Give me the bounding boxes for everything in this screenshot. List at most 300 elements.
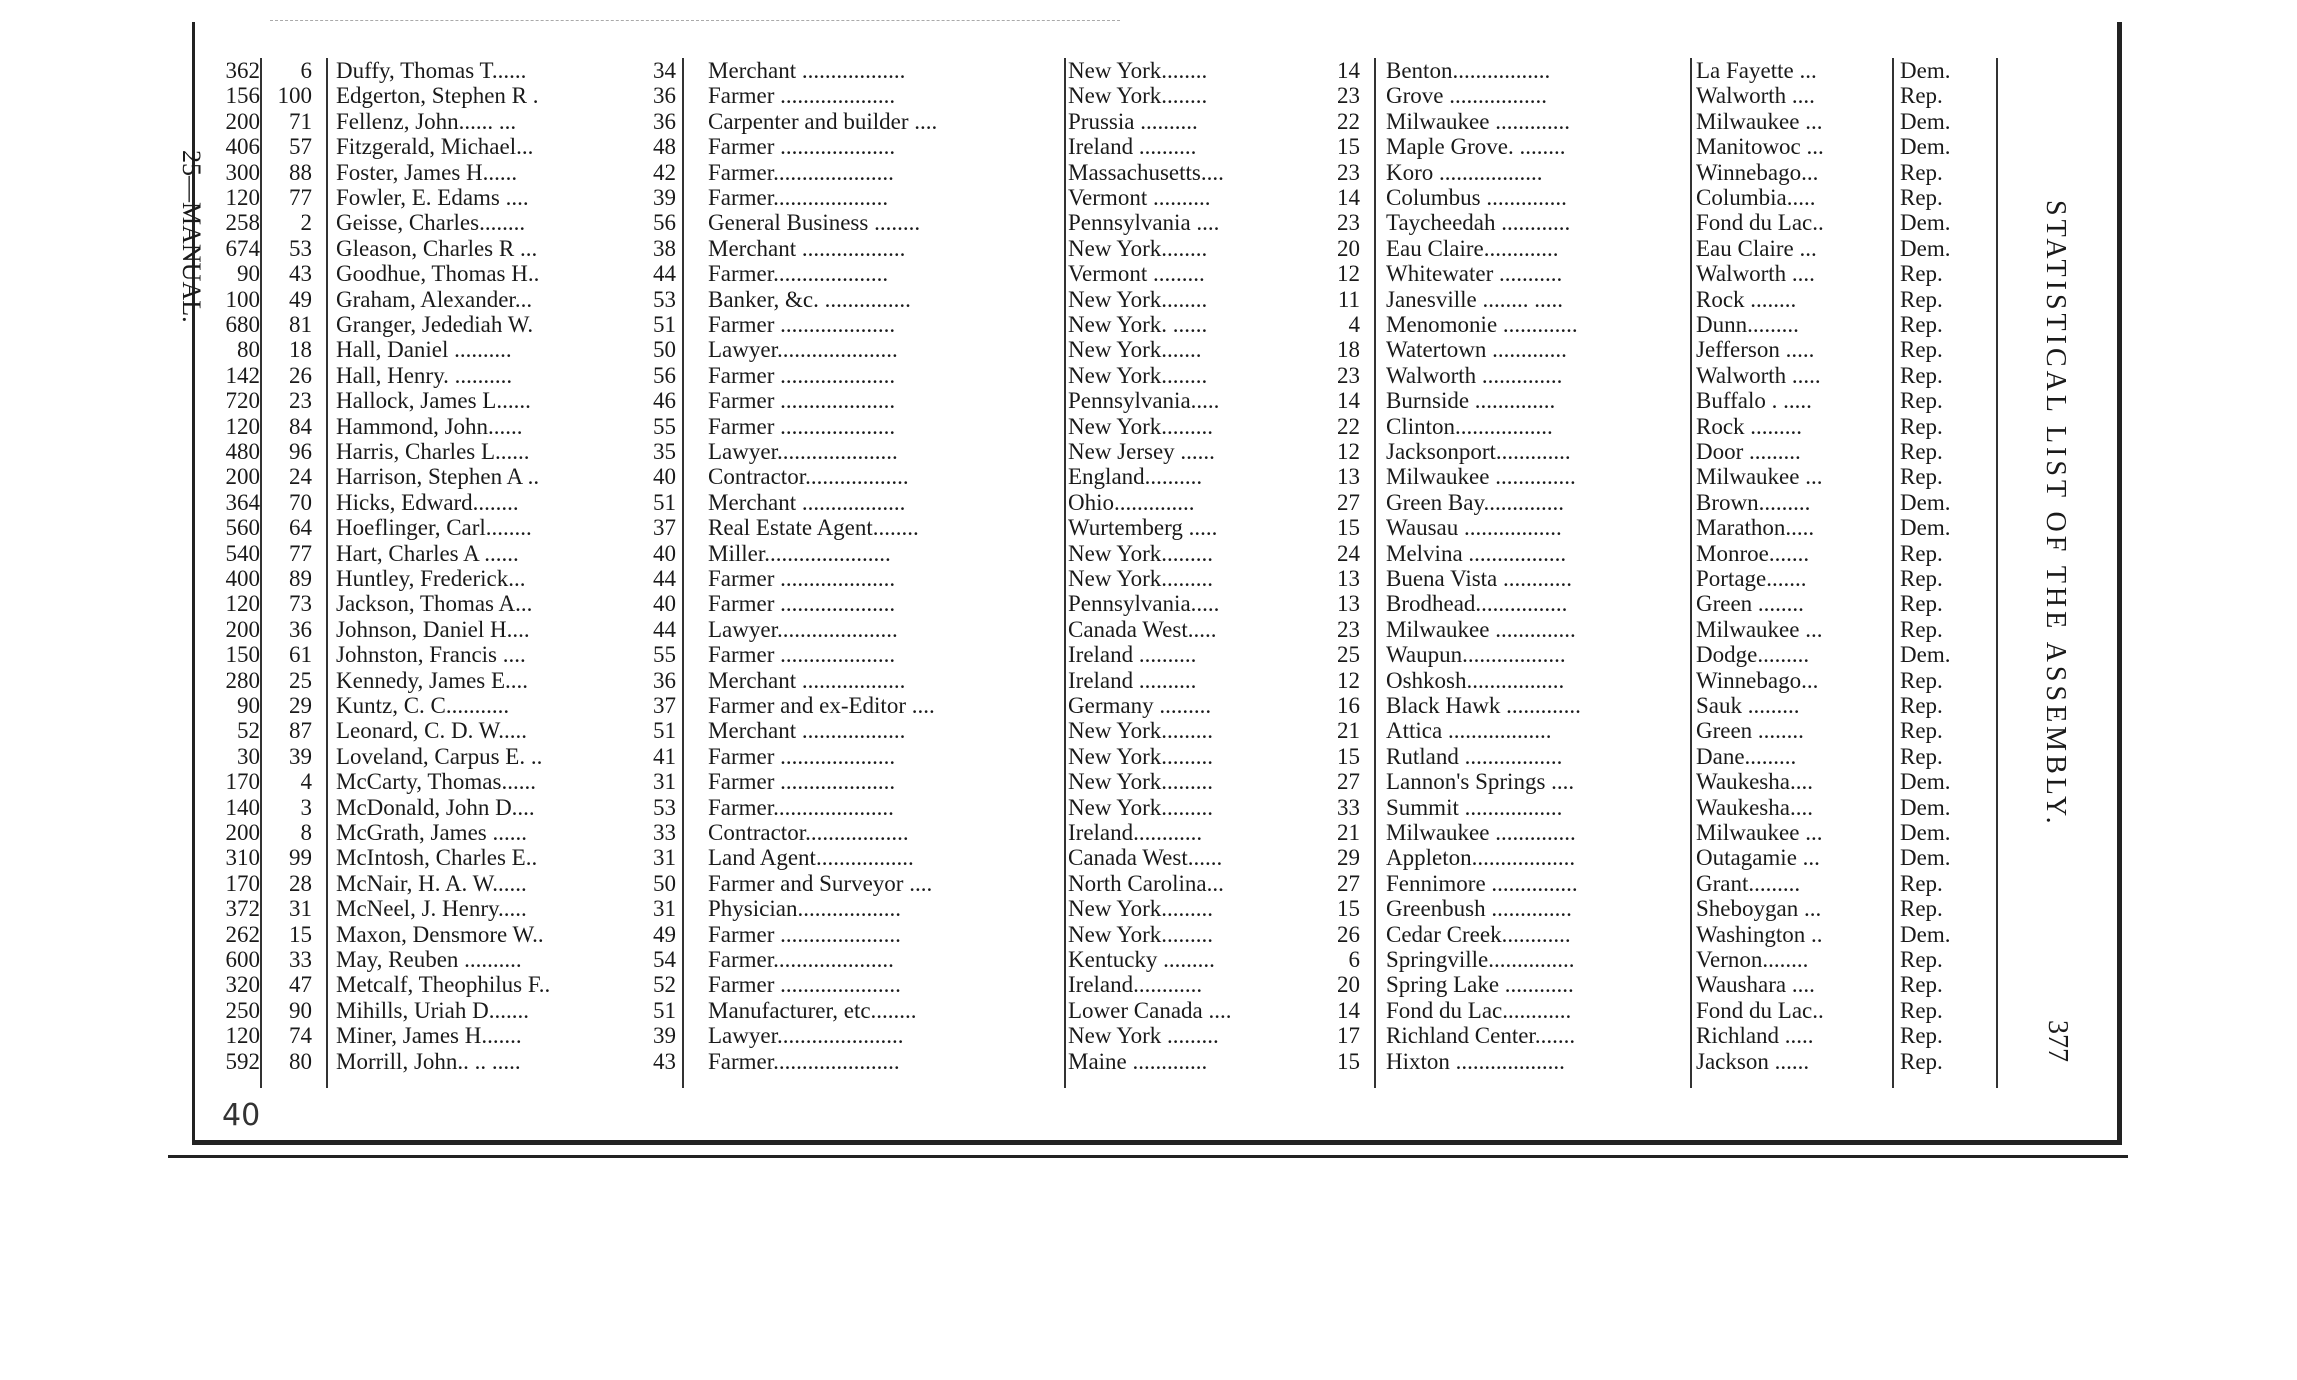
cell-occupation: Real Estate Agent........ — [708, 515, 919, 541]
cell-birthplace: New York........ — [1068, 362, 1208, 388]
cell-name: Johnston, Francis .... — [336, 642, 526, 668]
cell-name: Jackson, Thomas A... — [336, 591, 533, 617]
cell-county: Walworth ..... — [1696, 362, 1821, 388]
cell-years: 13 — [1337, 566, 1360, 591]
cell-age: 48 — [653, 134, 676, 160]
table-row — [0, 922, 2297, 947]
cell-district: 80 — [289, 1048, 312, 1074]
cell-post-office: Walworth .............. — [1386, 362, 1563, 388]
cell-county: Fond du Lac.. — [1696, 997, 1824, 1023]
cell-politics: Rep. — [1900, 83, 1943, 109]
cell-post-office: Columbus .............. — [1386, 185, 1567, 210]
cell-politics: Rep. — [1900, 540, 1943, 566]
cell-occupation: Merchant .................. — [708, 58, 906, 83]
cell-post-office: Burnside .............. — [1386, 388, 1556, 414]
cell-politics: Rep. — [1900, 261, 1943, 287]
cell-age: 44 — [653, 616, 676, 642]
cell-birthplace: New York. ...... — [1068, 312, 1208, 337]
assembly-table — [0, 58, 2297, 1088]
cell-years: 27 — [1337, 769, 1360, 795]
cell-age: 50 — [653, 870, 676, 896]
cell-age: 38 — [653, 235, 676, 261]
cell-name: Johnson, Daniel H.... — [336, 616, 530, 642]
cell-age: 51 — [653, 718, 676, 744]
cell-politics: Rep. — [1900, 286, 1943, 312]
cell-name: Kuntz, C. C........... — [336, 693, 510, 718]
cell-politics: Rep. — [1900, 312, 1943, 337]
cell-politics: Dem. — [1900, 820, 1951, 845]
cell-age: 40 — [653, 464, 676, 490]
cell-birthplace: Vermont .......... — [1068, 185, 1211, 210]
cell-post-office: Fond du Lac............ — [1386, 997, 1572, 1023]
cell-district: 57 — [289, 134, 312, 160]
cell-birthplace: Maine ............. — [1068, 1048, 1208, 1074]
cell-county: Brown......... — [1696, 489, 1811, 515]
cell-name: Goodhue, Thomas H.. — [336, 261, 540, 287]
page-number: 377 — [2042, 1020, 2073, 1062]
cell-district: 43 — [289, 261, 312, 287]
cell-name: Hicks, Edward........ — [336, 489, 519, 515]
cell-district: 77 — [289, 540, 312, 566]
cell-name: Loveland, Carpus E. .. — [336, 743, 543, 769]
cell-county: Vernon........ — [1696, 947, 1809, 972]
cell-county: Rock ......... — [1696, 413, 1803, 439]
cell-birthplace: England.......... — [1068, 464, 1203, 490]
cell-birthplace: New York........ — [1068, 235, 1208, 261]
cell-post-office: Fennimore ............... — [1386, 870, 1578, 896]
cell-birthplace: Ireland............ — [1068, 972, 1203, 998]
cell-number: 120 — [225, 1023, 260, 1049]
cell-politics: Dem. — [1900, 642, 1951, 668]
cell-politics: Rep. — [1900, 718, 1943, 744]
cell-number: 720 — [225, 388, 260, 414]
cell-name: Granger, Jedediah W. — [336, 312, 534, 337]
cell-county: Grant......... — [1696, 870, 1801, 896]
cell-politics: Dem. — [1900, 845, 1951, 871]
cell-years: 18 — [1337, 337, 1360, 363]
cell-county: Door ......... — [1696, 439, 1801, 464]
cell-name: Mihills, Uriah D....... — [336, 997, 529, 1023]
cell-age: 44 — [653, 261, 676, 287]
table-row — [0, 388, 2297, 413]
cell-age: 31 — [653, 845, 676, 871]
cell-years: 13 — [1337, 591, 1360, 617]
cell-post-office: Oshkosh................. — [1386, 667, 1565, 693]
cell-occupation: Farmer .................... — [708, 642, 896, 668]
cell-district: 25 — [289, 667, 312, 693]
cell-district: 100 — [277, 83, 312, 109]
cell-years: 22 — [1337, 108, 1360, 134]
cell-occupation: Carpenter and builder .... — [708, 108, 938, 134]
cell-politics: Rep. — [1900, 997, 1943, 1023]
cell-district: 74 — [289, 1023, 312, 1049]
cell-number: 52 — [237, 718, 260, 744]
cell-county: Winnebago... — [1696, 667, 1819, 693]
cell-occupation: Manufacturer, etc........ — [708, 997, 917, 1023]
cell-district: 31 — [289, 896, 312, 922]
cell-number: 120 — [225, 413, 260, 439]
table-row — [0, 795, 2297, 820]
cell-years: 23 — [1337, 83, 1360, 109]
cell-age: 51 — [653, 312, 676, 337]
cell-district: 96 — [289, 439, 312, 464]
cell-age: 51 — [653, 997, 676, 1023]
cell-years: 23 — [1337, 159, 1360, 185]
cell-number: 156 — [225, 83, 260, 109]
table-row — [0, 515, 2297, 540]
cell-district: 53 — [289, 235, 312, 261]
table-row — [0, 109, 2297, 134]
table-row — [0, 566, 2297, 591]
cell-county: Sheboygan ... — [1696, 896, 1822, 922]
cell-years: 23 — [1337, 210, 1360, 236]
cell-post-office: Hixton ................... — [1386, 1048, 1565, 1074]
cell-years: 17 — [1337, 1023, 1360, 1049]
cell-birthplace: Ireland............ — [1068, 820, 1203, 845]
cell-politics: Rep. — [1900, 362, 1943, 388]
cell-years: 33 — [1337, 794, 1360, 820]
cell-post-office: Brodhead................ — [1386, 591, 1568, 617]
cell-years: 4 — [1348, 312, 1360, 337]
cell-name: Geisse, Charles........ — [336, 210, 526, 236]
cell-number: 362 — [225, 58, 260, 83]
cell-age: 51 — [653, 489, 676, 515]
cell-number: 140 — [225, 794, 260, 820]
cell-politics: Dem. — [1900, 794, 1951, 820]
cell-district: 15 — [289, 921, 312, 947]
cell-years: 15 — [1337, 134, 1360, 160]
cell-name: Morrill, John.. .. ..... — [336, 1048, 521, 1074]
cell-occupation: Merchant .................. — [708, 667, 906, 693]
cell-birthplace: New York......... — [1068, 540, 1214, 566]
cell-birthplace: Vermont ......... — [1068, 261, 1205, 287]
cell-county: Dane......... — [1696, 743, 1797, 769]
cell-occupation: Farmer.................... — [708, 185, 889, 210]
cell-age: 44 — [653, 566, 676, 591]
cell-district: 77 — [289, 185, 312, 210]
cell-birthplace: New York........ — [1068, 83, 1208, 109]
cell-name: Leonard, C. D. W..... — [336, 718, 528, 744]
table-row — [0, 414, 2297, 439]
cell-birthplace: New York........ — [1068, 286, 1208, 312]
cell-district: 73 — [289, 591, 312, 617]
cell-post-office: Jacksonport............. — [1386, 439, 1571, 464]
cell-years: 14 — [1337, 58, 1360, 83]
cell-years: 15 — [1337, 515, 1360, 541]
cell-occupation: Farmer..................... — [708, 794, 894, 820]
table-row — [0, 871, 2297, 896]
table-row — [0, 58, 2297, 83]
cell-post-office: Attica .................. — [1386, 718, 1552, 744]
cell-politics: Rep. — [1900, 159, 1943, 185]
cell-county: Waushara .... — [1696, 972, 1815, 998]
cell-age: 53 — [653, 794, 676, 820]
cell-name: Fellenz, John...... ... — [336, 108, 517, 134]
cell-age: 46 — [653, 388, 676, 414]
cell-occupation: Banker, &c. ............... — [708, 286, 911, 312]
cell-years: 6 — [1348, 947, 1360, 972]
cell-birthplace: Lower Canada .... — [1068, 997, 1232, 1023]
cell-name: Hall, Daniel .......... — [336, 337, 512, 363]
cell-county: Washington .. — [1696, 921, 1823, 947]
cell-age: 54 — [653, 947, 676, 972]
cell-occupation: Lawyer..................... — [708, 439, 898, 464]
cell-county: Waukesha.... — [1696, 769, 1813, 795]
cell-district: 64 — [289, 515, 312, 541]
cell-post-office: Watertown ............. — [1386, 337, 1567, 363]
table-row — [0, 236, 2297, 261]
cell-post-office: Cedar Creek............ — [1386, 921, 1571, 947]
table-row — [0, 439, 2297, 464]
table-row — [0, 617, 2297, 642]
cell-occupation: Physician.................. — [708, 896, 901, 922]
cell-age: 49 — [653, 921, 676, 947]
cell-county: Fond du Lac.. — [1696, 210, 1824, 236]
cell-number: 592 — [225, 1048, 260, 1074]
cell-number: 200 — [225, 820, 260, 845]
cell-age: 55 — [653, 413, 676, 439]
cell-number: 262 — [225, 921, 260, 947]
cell-district: 2 — [300, 210, 312, 236]
cell-name: Hammond, John...... — [336, 413, 523, 439]
cell-number: 200 — [225, 616, 260, 642]
cell-district: 70 — [289, 489, 312, 515]
table-row — [0, 160, 2297, 185]
cell-post-office: Milwaukee .............. — [1386, 464, 1576, 490]
cell-county: Green ........ — [1696, 591, 1804, 617]
cell-post-office: Menomonie ............. — [1386, 312, 1578, 337]
cell-age: 36 — [653, 83, 676, 109]
cell-district: 47 — [289, 972, 312, 998]
cell-occupation: Farmer .................... — [708, 362, 896, 388]
table-row — [0, 83, 2297, 108]
cell-occupation: Farmer .................... — [708, 388, 896, 414]
cell-years: 27 — [1337, 489, 1360, 515]
table-row — [0, 185, 2297, 210]
table-row — [0, 693, 2297, 718]
cell-district: 29 — [289, 693, 312, 718]
cell-number: 30 — [237, 743, 260, 769]
cell-occupation: Lawyer...................... — [708, 1023, 904, 1049]
cell-name: Duffy, Thomas T...... — [336, 58, 527, 83]
cell-years: 12 — [1337, 439, 1360, 464]
cell-politics: Dem. — [1900, 108, 1951, 134]
cell-years: 23 — [1337, 616, 1360, 642]
cell-birthplace: Prussia .......... — [1068, 108, 1198, 134]
handwritten-note: 40 — [222, 1098, 261, 1133]
cell-district: 3 — [300, 794, 312, 820]
cell-years: 11 — [1337, 286, 1360, 312]
top-rule — [270, 20, 1120, 21]
cell-age: 31 — [653, 896, 676, 922]
page-title: STATISTICAL LIST OF THE ASSEMBLY. — [2040, 200, 2071, 828]
cell-birthplace: New York......... — [1068, 743, 1214, 769]
cell-occupation: Contractor.................. — [708, 820, 909, 845]
cell-post-office: Richland Center....... — [1386, 1023, 1576, 1049]
cell-occupation: Farmer.................... — [708, 261, 889, 287]
cell-age: 33 — [653, 820, 676, 845]
table-row — [0, 261, 2297, 286]
cell-county: Richland ..... — [1696, 1023, 1814, 1049]
cell-politics: Rep. — [1900, 743, 1943, 769]
cell-birthplace: Kentucky ......... — [1068, 947, 1215, 972]
cell-district: 26 — [289, 362, 312, 388]
table-row — [0, 134, 2297, 159]
cell-name: Huntley, Frederick... — [336, 566, 526, 591]
cell-birthplace: Pennsylvania..... — [1068, 591, 1220, 617]
cell-district: 90 — [289, 997, 312, 1023]
cell-county: Walworth .... — [1696, 261, 1815, 287]
cell-post-office: Waupun.................. — [1386, 642, 1566, 668]
cell-birthplace: Germany ......... — [1068, 693, 1212, 718]
cell-years: 21 — [1337, 820, 1360, 845]
cell-occupation: Farmer .................... — [708, 769, 896, 795]
cell-name: Maxon, Densmore W.. — [336, 921, 544, 947]
cell-birthplace: Wurtemberg ..... — [1068, 515, 1218, 541]
cell-number: 250 — [225, 997, 260, 1023]
cell-age: 56 — [653, 210, 676, 236]
cell-name: Edgerton, Stephen R . — [336, 83, 539, 109]
cell-post-office: Appleton.................. — [1386, 845, 1576, 871]
cell-post-office: Maple Grove. ........ — [1386, 134, 1566, 160]
cell-post-office: Grove ................. — [1386, 83, 1547, 109]
table-row — [0, 998, 2297, 1023]
table-row — [0, 642, 2297, 667]
cell-district: 89 — [289, 566, 312, 591]
cell-years: 21 — [1337, 718, 1360, 744]
cell-post-office: Koro .................. — [1386, 159, 1543, 185]
cell-age: 36 — [653, 667, 676, 693]
cell-age: 53 — [653, 286, 676, 312]
table-row — [0, 718, 2297, 743]
cell-birthplace: New Jersey ...... — [1068, 439, 1215, 464]
cell-occupation: Farmer and Surveyor .... — [708, 870, 933, 896]
cell-age: 39 — [653, 185, 676, 210]
cell-post-office: Milwaukee .............. — [1386, 820, 1576, 845]
cell-birthplace: New York......... — [1068, 413, 1214, 439]
cell-occupation: Farmer .................... — [708, 413, 896, 439]
cell-years: 24 — [1337, 540, 1360, 566]
cell-district: 6 — [300, 58, 312, 83]
cell-county: Jackson ...... — [1696, 1048, 1810, 1074]
cell-county: Dodge......... — [1696, 642, 1810, 668]
cell-number: 372 — [225, 896, 260, 922]
cell-age: 52 — [653, 972, 676, 998]
cell-name: Harris, Charles L...... — [336, 439, 530, 464]
cell-number: 170 — [225, 870, 260, 896]
cell-name: McIntosh, Charles E.. — [336, 845, 538, 871]
cell-district: 33 — [289, 947, 312, 972]
cell-occupation: Lawyer..................... — [708, 616, 898, 642]
cell-years: 23 — [1337, 362, 1360, 388]
cell-politics: Dem. — [1900, 210, 1951, 236]
cell-number: 142 — [225, 362, 260, 388]
cell-county: Milwaukee ... — [1696, 616, 1823, 642]
cell-years: 14 — [1337, 997, 1360, 1023]
cell-occupation: Farmer ..................... — [708, 972, 901, 998]
cell-politics: Rep. — [1900, 947, 1943, 972]
cell-years: 12 — [1337, 261, 1360, 287]
cell-post-office: Rutland ................. — [1386, 743, 1563, 769]
cell-politics: Rep. — [1900, 591, 1943, 617]
cell-years: 22 — [1337, 413, 1360, 439]
table-row — [0, 820, 2297, 845]
table-row — [0, 1049, 2297, 1074]
cell-number: 120 — [225, 185, 260, 210]
cell-post-office: Lannon's Springs .... — [1386, 769, 1575, 795]
cell-birthplace: Pennsylvania..... — [1068, 388, 1220, 414]
cell-years: 27 — [1337, 870, 1360, 896]
cell-politics: Rep. — [1900, 464, 1943, 490]
cell-politics: Rep. — [1900, 693, 1943, 718]
cell-county: Eau Claire ... — [1696, 235, 1817, 261]
cell-number: 480 — [225, 439, 260, 464]
cell-birthplace: New York......... — [1068, 921, 1214, 947]
cell-occupation: Farmer and ex-Editor .... — [708, 693, 935, 718]
cell-county: Portage....... — [1696, 566, 1807, 591]
cell-age: 37 — [653, 693, 676, 718]
cell-birthplace: Ohio.............. — [1068, 489, 1195, 515]
cell-post-office: Milwaukee .............. — [1386, 616, 1576, 642]
cell-county: Buffalo . ..... — [1696, 388, 1812, 414]
cell-years: 16 — [1337, 693, 1360, 718]
cell-politics: Rep. — [1900, 566, 1943, 591]
cell-post-office: Eau Claire............. — [1386, 235, 1559, 261]
cell-years: 15 — [1337, 896, 1360, 922]
cell-county: Winnebago... — [1696, 159, 1819, 185]
cell-number: 310 — [225, 845, 260, 871]
cell-age: 56 — [653, 362, 676, 388]
cell-politics: Rep. — [1900, 616, 1943, 642]
cell-number: 674 — [225, 235, 260, 261]
cell-politics: Rep. — [1900, 667, 1943, 693]
cell-district: 71 — [289, 108, 312, 134]
cell-occupation: Farmer .................... — [708, 591, 896, 617]
cell-name: McNeel, J. Henry..... — [336, 896, 527, 922]
table-row — [0, 337, 2297, 362]
table-row — [0, 591, 2297, 616]
table-row — [0, 744, 2297, 769]
cell-post-office: Whitewater ........... — [1386, 261, 1563, 287]
cell-name: Hallock, James L...... — [336, 388, 531, 414]
cell-number: 600 — [225, 947, 260, 972]
cell-age: 36 — [653, 108, 676, 134]
cell-district: 88 — [289, 159, 312, 185]
cell-occupation: Farmer ..................... — [708, 921, 901, 947]
cell-occupation: Merchant .................. — [708, 489, 906, 515]
cell-occupation: Farmer .................... — [708, 312, 896, 337]
cell-age: 50 — [653, 337, 676, 363]
cell-district: 28 — [289, 870, 312, 896]
cell-county: Dunn......... — [1696, 312, 1799, 337]
cell-county: Outagamie ... — [1696, 845, 1820, 871]
cell-number: 100 — [225, 286, 260, 312]
cell-age: 43 — [653, 1048, 676, 1074]
cell-occupation: Lawyer..................... — [708, 337, 898, 363]
cell-name: McDonald, John D.... — [336, 794, 535, 820]
cell-birthplace: New York........ — [1068, 58, 1208, 83]
cell-county: Green ........ — [1696, 718, 1804, 744]
cell-district: 81 — [289, 312, 312, 337]
cell-name: Metcalf, Theophilus F.. — [336, 972, 551, 998]
cell-county: Waukesha.... — [1696, 794, 1813, 820]
cell-birthplace: New York......... — [1068, 718, 1214, 744]
cell-post-office: Taycheedah ............ — [1386, 210, 1571, 236]
cell-age: 34 — [653, 58, 676, 83]
cell-politics: Rep. — [1900, 337, 1943, 363]
cell-post-office: Black Hawk ............. — [1386, 693, 1581, 718]
cell-post-office: Springville............... — [1386, 947, 1575, 972]
